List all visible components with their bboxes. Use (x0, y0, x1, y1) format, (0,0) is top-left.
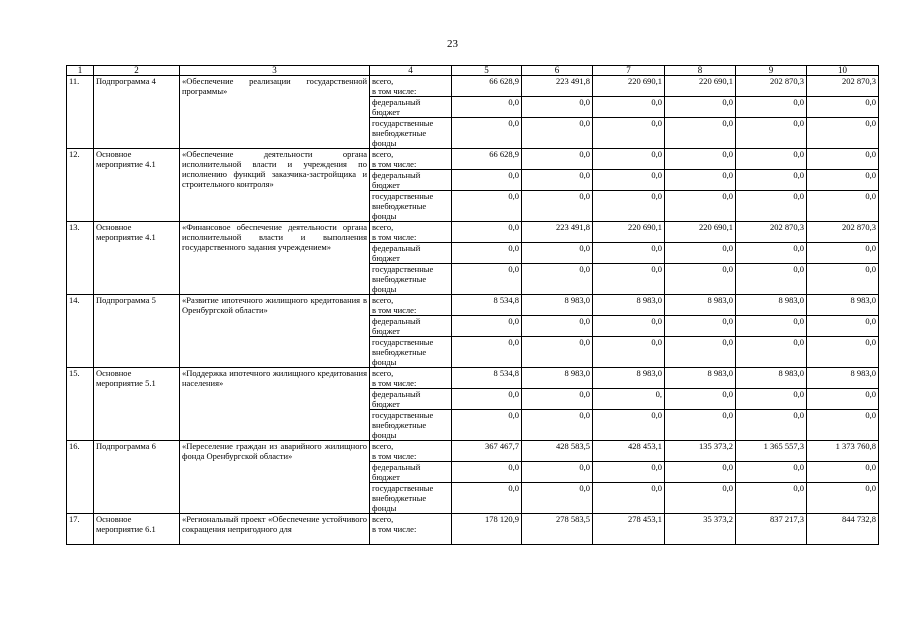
amount-cell: 220 690,1 (593, 76, 665, 97)
amount-cell: 0,0 (522, 337, 593, 368)
amount-cell: 1 373 760,8 (807, 441, 879, 462)
amount-cell: 8 983,0 (807, 368, 879, 389)
amount-cell: 0,0 (665, 483, 736, 514)
amount-cell: 202 870,3 (807, 76, 879, 97)
budget-table (66, 65, 879, 545)
source-label-total: всего, в том числе: (370, 441, 452, 462)
table-row (67, 441, 879, 462)
amount-cell: 0,0 (522, 410, 593, 441)
amount-cell: 0,0 (452, 170, 522, 191)
amount-cell: 0,0 (452, 118, 522, 149)
program-description: «Финансовое обеспечение деятельности органа исполнительной власти и выполнения государственного задания учреждением» (180, 222, 370, 295)
program-description: «Обеспечение деятельности органа исполнительной власти и учреждения по исполнению функций заказчика-застройщика и строительного контроля» (180, 149, 370, 222)
amount-cell: 0,0 (452, 264, 522, 295)
source-label-federal: федеральный бюджет (370, 389, 452, 410)
row-number: 15. (67, 368, 94, 441)
amount-cell: 0,0 (736, 191, 807, 222)
amount-cell: 0,0 (807, 170, 879, 191)
source-label-funds: государственные внебюджетные фонды (370, 410, 452, 441)
amount-cell: 0,0 (522, 191, 593, 222)
amount-cell: 1 365 557,3 (736, 441, 807, 462)
amount-cell: 202 870,3 (736, 76, 807, 97)
program-name: Подпрограмма 6 (94, 441, 180, 514)
amount-cell: 0,0 (665, 149, 736, 170)
amount-cell: 8 534,8 (452, 368, 522, 389)
amount-cell: 0,0 (593, 483, 665, 514)
table-row (67, 222, 879, 243)
amount-cell: 0,0 (736, 337, 807, 368)
amount-cell: 0,0 (522, 97, 593, 118)
amount-cell: 0,0 (736, 264, 807, 295)
program-description: «Развитие ипотечного жилищного кредитования в Оренбургской области» (180, 295, 370, 368)
column-number: 7 (593, 66, 665, 76)
source-label-total: всего, в том числе: (370, 76, 452, 97)
amount-cell: 0,0 (593, 462, 665, 483)
table-row (67, 295, 879, 316)
program-name: Основное мероприятие 4.1 (94, 222, 180, 295)
row-number: 14. (67, 295, 94, 368)
amount-cell: 0,0 (593, 264, 665, 295)
program-description: «Обеспечение реализации государственной программы» (180, 76, 370, 149)
amount-cell: 0,0 (452, 483, 522, 514)
program-description: «Переселение граждан из аварийного жилищного фонда Оренбургской области» (180, 441, 370, 514)
amount-cell: 35 373,2 (665, 514, 736, 545)
amount-cell: 0,0 (593, 191, 665, 222)
source-label-federal: федеральный бюджет (370, 462, 452, 483)
amount-cell: 8 983,0 (807, 295, 879, 316)
amount-cell: 0,0 (452, 243, 522, 264)
amount-cell: 0,0 (807, 149, 879, 170)
program-description: «Региональный проект «Обеспечение устойчивого сокращения непригодного для (180, 514, 370, 545)
source-label-funds: государственные внебюджетные фонды (370, 191, 452, 222)
amount-cell: 178 120,9 (452, 514, 522, 545)
amount-cell: 0,0 (736, 483, 807, 514)
amount-cell: 0,0 (665, 337, 736, 368)
column-number: 9 (736, 66, 807, 76)
amount-cell: 8 983,0 (736, 295, 807, 316)
column-number: 6 (522, 66, 593, 76)
amount-cell: 0,0 (807, 264, 879, 295)
amount-cell: 8 983,0 (522, 295, 593, 316)
amount-cell: 0,0 (665, 191, 736, 222)
column-number: 3 (180, 66, 370, 76)
amount-cell: 0,0 (807, 410, 879, 441)
amount-cell: 66 628,9 (452, 149, 522, 170)
amount-cell: 0,0 (807, 462, 879, 483)
amount-cell: 0,0 (736, 243, 807, 264)
amount-cell: 367 467,7 (452, 441, 522, 462)
table-row (67, 76, 879, 97)
amount-cell: 0,0 (522, 170, 593, 191)
amount-cell: 0,0 (522, 316, 593, 337)
amount-cell: 0,0 (736, 389, 807, 410)
amount-cell: 8 983,0 (736, 368, 807, 389)
amount-cell: 0,0 (522, 264, 593, 295)
amount-cell: 223 491,8 (522, 222, 593, 243)
source-label-federal: федеральный бюджет (370, 170, 452, 191)
amount-cell: 0,0 (665, 97, 736, 118)
amount-cell: 0,0 (593, 97, 665, 118)
amount-cell: 0,0 (807, 483, 879, 514)
source-label-total: всего, в том числе: (370, 514, 452, 545)
amount-cell: 0,0 (593, 410, 665, 441)
amount-cell: 0,0 (665, 462, 736, 483)
amount-cell: 0,0 (807, 191, 879, 222)
program-name: Основное мероприятие 4.1 (94, 149, 180, 222)
amount-cell: 278 453,1 (593, 514, 665, 545)
source-label-total: всего, в том числе: (370, 368, 452, 389)
amount-cell: 0,0 (807, 97, 879, 118)
amount-cell: 0,0 (736, 410, 807, 441)
amount-cell: 202 870,3 (807, 222, 879, 243)
amount-cell: 428 583,5 (522, 441, 593, 462)
program-name: Подпрограмма 5 (94, 295, 180, 368)
amount-cell: 0,0 (736, 149, 807, 170)
row-number: 16. (67, 441, 94, 514)
amount-cell: 0,0 (452, 410, 522, 441)
amount-cell: 844 732,8 (807, 514, 879, 545)
amount-cell: 0,0 (593, 170, 665, 191)
amount-cell: 0,0 (665, 389, 736, 410)
table-row (67, 149, 879, 170)
amount-cell: 8 983,0 (593, 295, 665, 316)
amount-cell: 837 217,3 (736, 514, 807, 545)
amount-cell: 0,0 (665, 118, 736, 149)
row-number: 12. (67, 149, 94, 222)
amount-cell: 428 453,1 (593, 441, 665, 462)
amount-cell: 0,0 (522, 462, 593, 483)
row-number: 13. (67, 222, 94, 295)
amount-cell: 8 534,8 (452, 295, 522, 316)
amount-cell: 220 690,1 (665, 222, 736, 243)
amount-cell: 0,0 (593, 316, 665, 337)
source-label-funds: государственные внебюджетные фонды (370, 483, 452, 514)
amount-cell: 0,0 (452, 389, 522, 410)
source-label-total: всего, в том числе: (370, 222, 452, 243)
amount-cell: 0,0 (452, 191, 522, 222)
amount-cell: 0,0 (736, 316, 807, 337)
amount-cell: 0,0 (807, 389, 879, 410)
program-name: Основное мероприятие 6.1 (94, 514, 180, 545)
amount-cell: 0,0 (452, 337, 522, 368)
amount-cell: 0,0 (665, 243, 736, 264)
amount-cell: 223 491,8 (522, 76, 593, 97)
source-label-funds: государственные внебюджетные фонды (370, 264, 452, 295)
amount-cell: 0,0 (452, 462, 522, 483)
source-label-federal: федеральный бюджет (370, 243, 452, 264)
column-number: 2 (94, 66, 180, 76)
source-label-funds: государственные внебюджетные фонды (370, 337, 452, 368)
amount-cell: 8 983,0 (593, 368, 665, 389)
amount-cell: 0,0 (522, 243, 593, 264)
column-number: 8 (665, 66, 736, 76)
amount-cell: 278 583,5 (522, 514, 593, 545)
amount-cell: 0,0 (736, 170, 807, 191)
amount-cell: 0,0 (522, 118, 593, 149)
amount-cell: 0,0 (665, 316, 736, 337)
page-number: 23 (447, 38, 458, 50)
amount-cell: 202 870,3 (736, 222, 807, 243)
program-name: Основное мероприятие 5.1 (94, 368, 180, 441)
amount-cell: 0,0 (665, 410, 736, 441)
amount-cell: 0,0 (593, 243, 665, 264)
amount-cell: 0,0 (807, 118, 879, 149)
table-row (67, 368, 879, 389)
table-row (67, 514, 879, 545)
amount-cell: 0,0 (807, 243, 879, 264)
amount-cell: 0,0 (522, 149, 593, 170)
source-label-federal: федеральный бюджет (370, 97, 452, 118)
column-number: 10 (807, 66, 879, 76)
source-label-total: всего, в том числе: (370, 149, 452, 170)
amount-cell: 0,0 (665, 170, 736, 191)
amount-cell: 0,0 (452, 316, 522, 337)
amount-cell: 0,0 (736, 462, 807, 483)
column-number-row (67, 66, 879, 76)
amount-cell: 0, (593, 389, 665, 410)
amount-cell: 0,0 (522, 389, 593, 410)
column-number: 5 (452, 66, 522, 76)
amount-cell: 0,0 (665, 264, 736, 295)
column-number: 4 (370, 66, 452, 76)
amount-cell: 0,0 (593, 118, 665, 149)
amount-cell: 0,0 (593, 149, 665, 170)
row-number: 11. (67, 76, 94, 149)
amount-cell: 0,0 (522, 483, 593, 514)
amount-cell: 135 373,2 (665, 441, 736, 462)
amount-cell: 220 690,1 (665, 76, 736, 97)
source-label-total: всего, в том числе: (370, 295, 452, 316)
program-description: «Поддержка ипотечного жилищного кредитования населения» (180, 368, 370, 441)
amount-cell: 0,0 (452, 97, 522, 118)
amount-cell: 0,0 (736, 118, 807, 149)
row-number: 17. (67, 514, 94, 545)
amount-cell: 0,0 (593, 337, 665, 368)
program-name: Подпрограмма 4 (94, 76, 180, 149)
amount-cell: 220 690,1 (593, 222, 665, 243)
amount-cell: 0,0 (452, 222, 522, 243)
amount-cell: 8 983,0 (665, 368, 736, 389)
amount-cell: 8 983,0 (522, 368, 593, 389)
amount-cell: 8 983,0 (665, 295, 736, 316)
source-label-funds: государственные внебюджетные фонды (370, 118, 452, 149)
source-label-federal: федеральный бюджет (370, 316, 452, 337)
column-number: 1 (67, 66, 94, 76)
amount-cell: 0,0 (807, 337, 879, 368)
amount-cell: 0,0 (736, 97, 807, 118)
amount-cell: 0,0 (807, 316, 879, 337)
amount-cell: 66 628,9 (452, 76, 522, 97)
